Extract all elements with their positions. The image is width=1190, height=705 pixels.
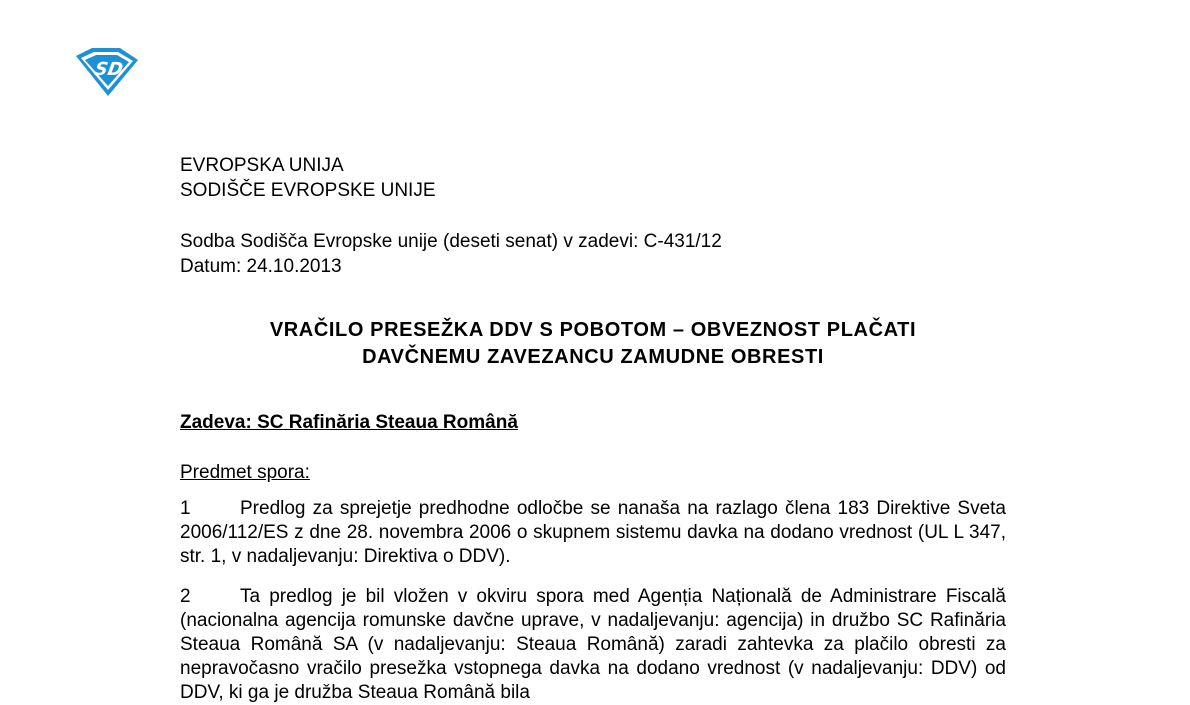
- paragraph-1: [180, 497, 1006, 569]
- title-line-2: DAVČNEMU ZAVEZANCU ZAMUDNE OBRESTI: [362, 346, 824, 368]
- paragraph-number: 2: [180, 586, 191, 607]
- paragraph-text: Ta predlog je bil vložen v okviru spora med Agenția Națională de Administrare Fiscală (nacionalna agencija romunske davčne uprave, v nadaljevanju: agencija) in družbo SC Rafinăria Steaua Română SA (v nadaljevanju: Steaua Română) zaradi zahtevka za plačilo obresti za nepravočasno vračilo presežka vstopnega davka na dodano vrednost (v nadaljevanju: DDV) od DDV, ki ga je družba Steaua Română bila: [180, 586, 1006, 703]
- header-union: EVROPSKA UNIJA: [180, 155, 344, 176]
- title-line-1: VRAČILO PRESEŽKA DDV S POBOTOM – OBVEZNOST PLAČATI: [269, 319, 917, 341]
- case-info: [180, 229, 1006, 279]
- document-title: [180, 317, 1006, 371]
- court-logo: [72, 46, 140, 98]
- dispute-heading: Predmet spora:: [180, 462, 310, 483]
- header-court: SODIŠČE EVROPSKE UNIJE: [180, 180, 436, 201]
- subject-heading: Zadeva: SC Rafinăria Steaua Română: [180, 412, 518, 433]
- paragraph-number: 1: [180, 498, 191, 519]
- court-shield-logo-icon: [72, 46, 140, 98]
- court-header: [180, 153, 1006, 203]
- paragraph-text: Predlog za sprejetje predhodne odločbe se nanaša na razlago člena 183 Direktive Sveta 2006/112/ES z dne 28. novembra 2006 o skupnem sistemu davka na dodano vrednost (UL L 347, str. 1, v nadaljevanju: Direktiva o DDV).: [180, 498, 1006, 567]
- paragraph-2: [180, 585, 1006, 705]
- case-date: Datum: 24.10.2013: [180, 256, 342, 277]
- case-judgment: Sodba Sodišča Evropske unije (deseti senat) v zadevi: C-431/12: [180, 231, 722, 252]
- svg-text:SD: SD: [93, 59, 125, 80]
